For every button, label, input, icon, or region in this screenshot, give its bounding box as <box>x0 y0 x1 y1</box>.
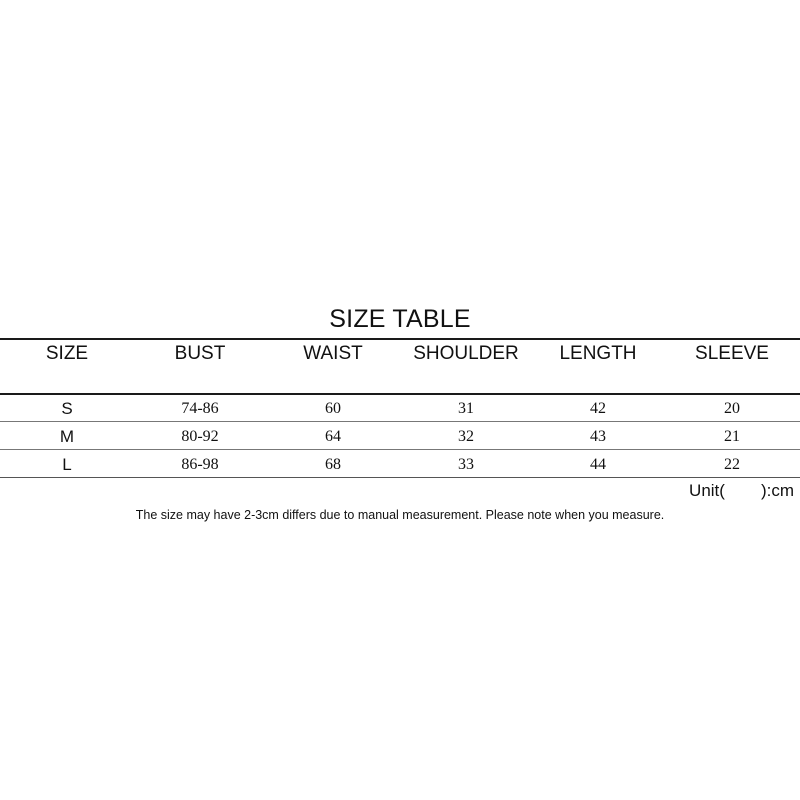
cell-sleeve: 22 <box>724 456 740 473</box>
header-sleeve: SLEEVE <box>695 343 769 364</box>
header-size: SIZE <box>45 343 89 364</box>
table-row <box>0 451 800 479</box>
table-row <box>0 423 800 451</box>
cell-shoulder: 31 <box>458 400 474 417</box>
cell-length: 42 <box>590 400 606 417</box>
header-shoulder: SHOULDER <box>413 343 519 364</box>
cell-length: 44 <box>590 456 606 473</box>
cell-sleeve: 21 <box>724 428 740 445</box>
cell-waist: 60 <box>325 400 341 417</box>
cell-bust: 74-86 <box>181 400 219 417</box>
header-length: LENGTH <box>559 343 637 364</box>
cell-sleeve: 20 <box>724 400 740 417</box>
cell-shoulder: 32 <box>458 428 474 445</box>
table-bottom-border <box>0 477 800 478</box>
table-row <box>0 395 800 423</box>
row-divider <box>0 449 800 450</box>
measurement-note: The size may have 2-3cm differs due to manual measurement. Please note when you measure. <box>135 508 665 522</box>
cell-waist: 64 <box>325 428 341 445</box>
cell-size: L <box>62 455 72 474</box>
header-bust: BUST <box>174 343 226 364</box>
unit-suffix: ):cm <box>760 481 794 500</box>
unit-label <box>689 481 794 501</box>
cell-bust: 86-98 <box>181 456 219 473</box>
cell-shoulder: 33 <box>458 456 474 473</box>
cell-size: S <box>61 399 73 418</box>
row-divider <box>0 421 800 422</box>
cell-length: 43 <box>590 428 606 445</box>
unit-prefix: Unit( <box>689 481 725 500</box>
header-row <box>0 340 800 368</box>
cell-bust: 80-92 <box>181 428 219 445</box>
cell-size: M <box>59 427 75 446</box>
table-title: SIZE TABLE <box>329 305 471 333</box>
header-waist: WAIST <box>303 343 363 364</box>
cell-waist: 68 <box>325 456 341 473</box>
